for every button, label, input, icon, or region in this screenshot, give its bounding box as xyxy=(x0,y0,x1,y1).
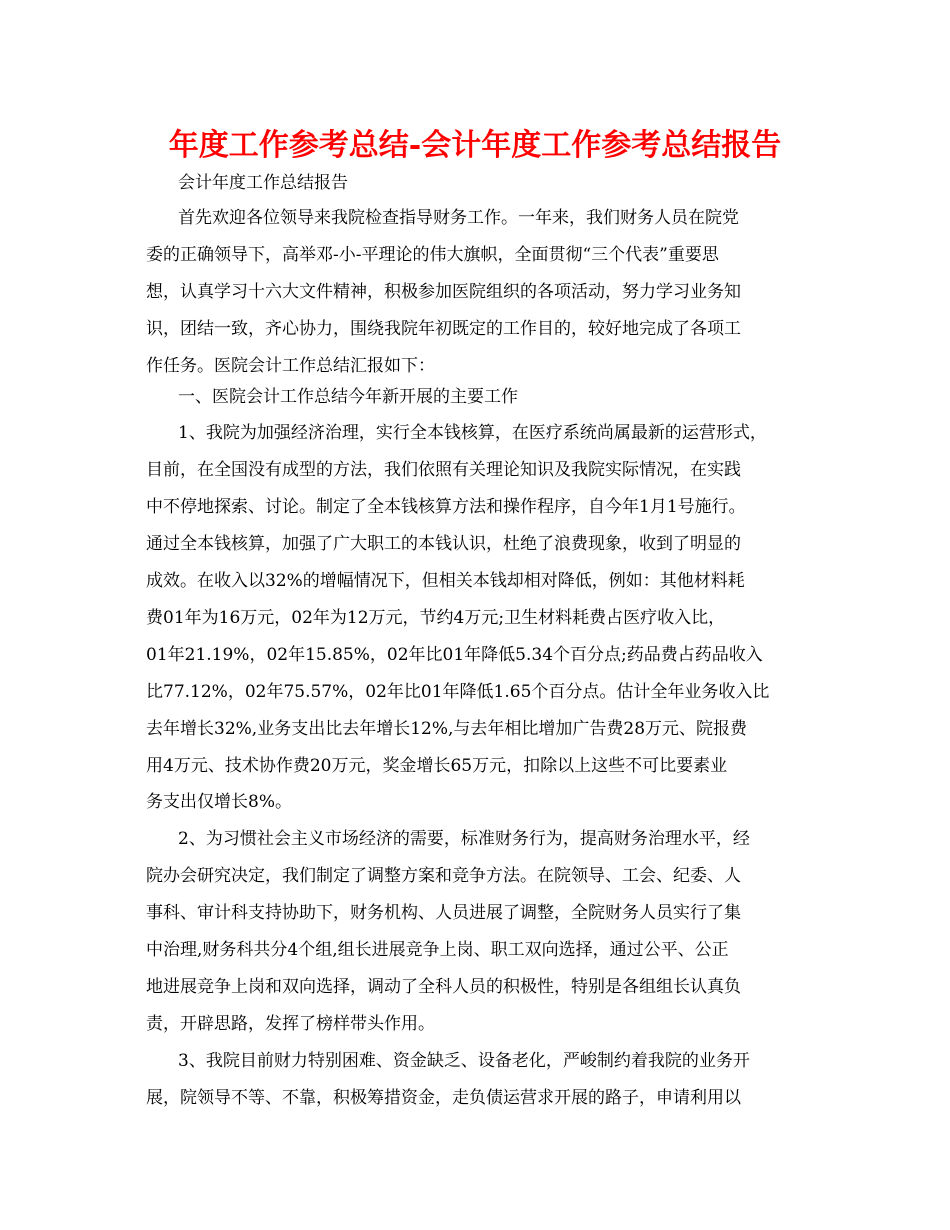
paragraph-line: 想，认真学习十六大文件精神，积极参加医院组织的各项活动，努力学习业务知 xyxy=(146,282,741,302)
document-title: 年度工作参考总结-会计年度工作参考总结报告 xyxy=(168,128,782,163)
paragraph-line: 中治理,财务科共分4个组,组长进展竞争上岗、职工双向选择，通过公平、公正 xyxy=(146,940,729,960)
paragraph-line: 3、我院目前财力特别困难、资金缺乏、设备老化，严峻制约着我院的业务开 xyxy=(178,1051,750,1071)
paragraph-line: 责，开辟思路，发挥了榜样带头作用。 xyxy=(146,1014,435,1034)
paragraph-line: 1、我院为加强经济治理，实行全本钱核算，在医疗系统尚属最新的运营形式， xyxy=(178,423,767,443)
paragraph-line: 地进展竞争上岗和双向选择，调动了全科人员的积极性，特别是各组组长认真负 xyxy=(146,977,741,997)
paragraph-line: 目前，在全国没有成型的方法，我们依照有关理论知识及我院实际情况，在实践 xyxy=(146,460,741,480)
paragraph-line: 中不停地探索、讨论。制定了全本钱核算方法和操作程序，自今年1月1号施行。 xyxy=(146,497,746,517)
section-heading: 一、医院会计工作总结今年新开展的主要工作 xyxy=(178,387,518,407)
paragraph-line: 事科、审计科支持协助下，财务机构、人员进展了调整，全院财务人员实行了集 xyxy=(146,903,741,923)
paragraph-line: 首先欢迎各位领导来我院检查指导财务工作。一年来，我们财务人员在院党 xyxy=(178,208,739,228)
paragraph-line: 作任务。医院会计工作总结汇报如下： xyxy=(146,356,435,376)
paragraph-line: 务支出仅增长8%。 xyxy=(146,792,292,812)
paragraph-line: 用4万元、技术协作费20万元，奖金增长65万元，扣除以上这些不可比要素业 xyxy=(146,756,728,776)
paragraph-line: 2、为习惯社会主义市场经济的需要，标准财务行为，提高财务治理水平，经 xyxy=(178,829,750,849)
paragraph-line-subtitle: 会计年度工作总结报告 xyxy=(178,173,348,193)
paragraph-line: 展，院领导不等、不靠，积极筹措资金，走负债运营求开展的路子，申请利用以 xyxy=(146,1088,741,1108)
paragraph-line: 去年增长32%,业务支出比去年增长12%,与去年相比增加广告费28万元、院报费 xyxy=(146,719,748,739)
paragraph-line: 费01年为16万元，02年为12万元，节约4万元;卫生材料耗费占医疗收入比， xyxy=(146,608,726,628)
paragraph-line: 比77.12%，02年75.57%，02年比01年降低1.65个百分点。估计全年业务收入比 xyxy=(146,682,770,702)
paragraph-line: 委的正确领导下，高举邓-小-平理论的伟大旗帜，全面贯彻“三个代表”重要思 xyxy=(146,245,719,265)
paragraph-line: 院办会研究决定，我们制定了调整方案和竞争方法。在院领导、工会、纪委、人 xyxy=(146,866,741,886)
paragraph-line: 识，团结一致，齐心协力，围绕我院年初既定的工作目的，较好地完成了各项工 xyxy=(146,319,741,339)
paragraph-line: 通过全本钱核算，加强了广大职工的本钱认识，杜绝了浪费现象，收到了明显的 xyxy=(146,534,741,554)
paragraph-line: 成效。在收入以32%的增幅情况下，但相关本钱却相对降低，例如：其他材料耗 xyxy=(146,571,745,591)
paragraph-line: 01年21.19%，02年15.85%，02年比01年降低5.34个百分点;药品费占药品收入 xyxy=(146,645,763,665)
